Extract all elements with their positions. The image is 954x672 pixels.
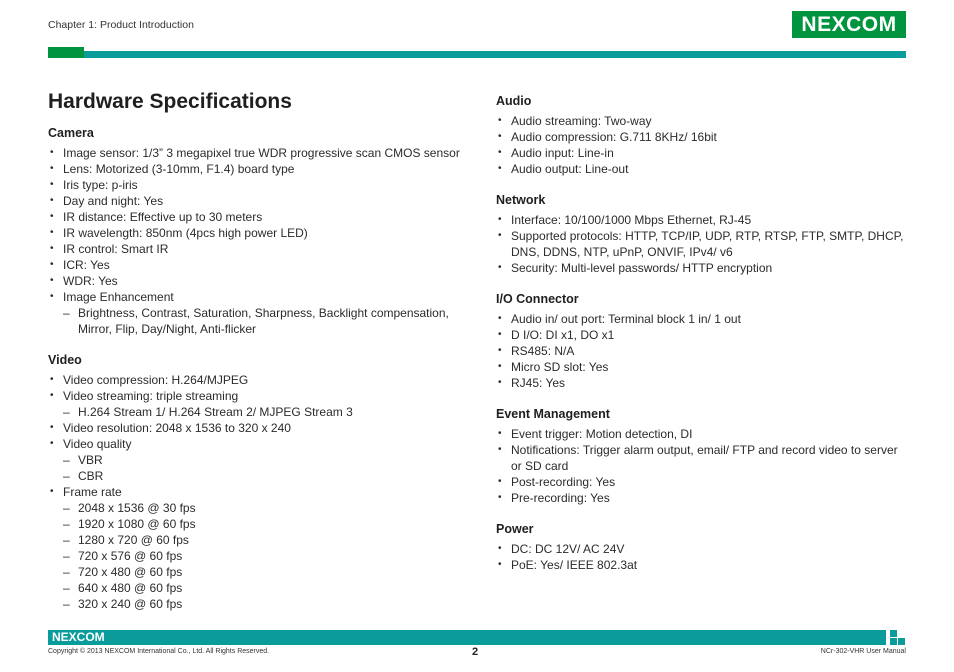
- spec-item: • Video compression: H.264/MJPEG: [48, 372, 468, 388]
- spec-item: • Audio streaming: Two-way: [496, 113, 908, 129]
- spec-item: • ICR: Yes: [48, 257, 468, 273]
- spec-item: • Event trigger: Motion detection, DI: [496, 426, 908, 442]
- spec-item: • IR wavelength: 850nm (4pcs high power LED): [48, 225, 468, 241]
- spec-list: [48, 372, 468, 612]
- chapter-title: Chapter 1: Product Introduction: [48, 19, 194, 31]
- spec-item: • WDR: Yes: [48, 273, 468, 289]
- spec-subitem: – 2048 x 1536 @ 30 fps: [48, 500, 468, 516]
- spec-subitem: – VBR: [48, 452, 468, 468]
- spec-item: • Interface: 10/100/1000 Mbps Ethernet, RJ-45: [496, 212, 908, 228]
- spec-item: • Iris type: p-iris: [48, 177, 468, 193]
- section-heading: Event Management: [496, 407, 610, 421]
- spec-item: • IR distance: Effective up to 30 meters: [48, 209, 468, 225]
- copyright-text: Copyright © 2013 NEXCOM International Co., Ltd. All Rights Reserved.: [48, 648, 270, 655]
- spec-item: • Audio in/ out port: Terminal block 1 in/ 1 out: [496, 311, 908, 327]
- right-column: [496, 93, 908, 588]
- spec-section: [496, 192, 908, 276]
- spec-subitem: – 640 x 480 @ 60 fps: [48, 580, 468, 596]
- spec-item: • Audio compression: G.711 8KHz/ 16bit: [496, 129, 908, 145]
- spec-section: [496, 291, 908, 391]
- spec-item: • IR control: Smart IR: [48, 241, 468, 257]
- spec-item: • RJ45: Yes: [496, 375, 908, 391]
- spec-item: • DC: DC 12V/ AC 24V: [496, 541, 908, 557]
- spec-subitem: – 320 x 240 @ 60 fps: [48, 596, 468, 612]
- spec-item: • Supported protocols: HTTP, TCP/IP, UDP, RTP, RTSP, FTP, SMTP, DHCP, DNS, DDNS, NTP, uPnP, ONVIF, IPv4/ v6: [496, 228, 908, 260]
- footer-logo: NEXCOM: [52, 630, 105, 644]
- spec-list: [48, 145, 468, 337]
- spec-subitem: – 720 x 576 @ 60 fps: [48, 548, 468, 564]
- spec-list: [496, 426, 908, 506]
- spec-section: [496, 521, 908, 573]
- footer-square-decoration: [890, 630, 897, 637]
- section-heading: Audio: [496, 94, 532, 108]
- section-heading: Camera: [48, 126, 94, 140]
- header-rule: [84, 51, 906, 58]
- spec-item: • Video quality: [48, 436, 468, 452]
- spec-section: [496, 93, 908, 177]
- spec-subitem: – 1280 x 720 @ 60 fps: [48, 532, 468, 548]
- header-accent-block: [48, 47, 84, 58]
- page-number: 2: [472, 646, 479, 658]
- spec-item: • RS485: N/A: [496, 343, 908, 359]
- spec-item: • Video resolution: 2048 x 1536 to 320 x 240: [48, 420, 468, 436]
- spec-item: • Post-recording: Yes: [496, 474, 908, 490]
- spec-subitem: – CBR: [48, 468, 468, 484]
- spec-subitem: – H.264 Stream 1/ H.264 Stream 2/ MJPEG Stream 3: [48, 404, 468, 420]
- spec-item: • Audio output: Line-out: [496, 161, 908, 177]
- spec-item: • Audio input: Line-in: [496, 145, 908, 161]
- spec-item: • Notifications: Trigger alarm output, email/ FTP and record video to server or SD card: [496, 442, 908, 474]
- spec-subitem: – 720 x 480 @ 60 fps: [48, 564, 468, 580]
- spec-item: • Image sensor: 1/3” 3 megapixel true WDR progressive scan CMOS sensor: [48, 145, 468, 161]
- footer-square-decoration: [890, 638, 897, 645]
- spec-item: • Image Enhancement: [48, 289, 468, 305]
- spec-list: [496, 212, 908, 276]
- spec-section: [48, 125, 468, 337]
- spec-subitem: – Brightness, Contrast, Saturation, Sharpness, Backlight compensation, Mirror, Flip, Day/Night, Anti-flicker: [48, 305, 468, 337]
- section-heading: Network: [496, 193, 546, 207]
- spec-item: • Security: Multi-level passwords/ HTTP encryption: [496, 260, 908, 276]
- spec-item: • Day and night: Yes: [48, 193, 468, 209]
- page-title: Hardware Specifications: [48, 90, 292, 113]
- footer-bar: [48, 630, 886, 645]
- footer-square-decoration: [898, 638, 905, 645]
- spec-item: • Frame rate: [48, 484, 468, 500]
- spec-list: [496, 113, 908, 177]
- section-heading: I/O Connector: [496, 292, 579, 306]
- manual-name: NCr-302-VHR User Manual: [820, 648, 906, 655]
- spec-section: [48, 352, 468, 612]
- spec-item: • Video streaming: triple streaming: [48, 388, 468, 404]
- spec-item: • Lens: Motorized (3-10mm, F1.4) board type: [48, 161, 468, 177]
- spec-section: [496, 406, 908, 506]
- section-heading: Video: [48, 353, 82, 367]
- spec-item: • Pre-recording: Yes: [496, 490, 908, 506]
- section-heading: Power: [496, 522, 534, 536]
- spec-item: • PoE: Yes/ IEEE 802.3at: [496, 557, 908, 573]
- spec-subitem: – 1920 x 1080 @ 60 fps: [48, 516, 468, 532]
- spec-list: [496, 541, 908, 573]
- spec-item: • D I/O: DI x1, DO x1: [496, 327, 908, 343]
- spec-item: • Micro SD slot: Yes: [496, 359, 908, 375]
- nexcom-logo: NEXCOM: [792, 11, 906, 38]
- left-column: [48, 125, 468, 627]
- spec-list: [496, 311, 908, 391]
